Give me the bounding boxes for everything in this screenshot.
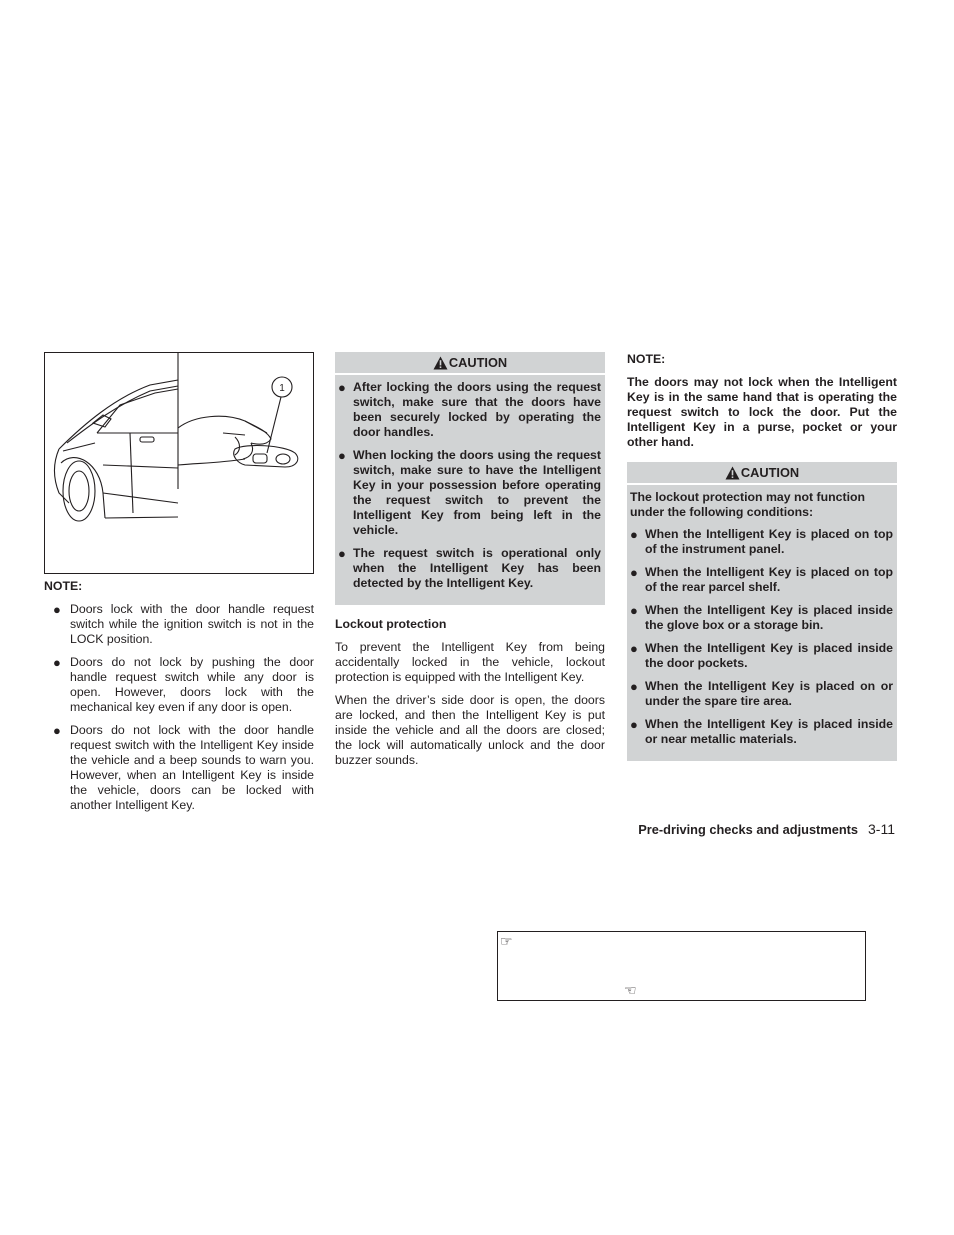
middle-column: [335, 352, 605, 776]
callout-label: 1: [279, 383, 285, 394]
note-heading: NOTE:: [44, 579, 83, 593]
bullet-icon: ●: [630, 679, 638, 694]
navigation-box: [497, 931, 866, 1001]
caution-item: ● After locking the doors using the request switch, make sure that the doors have been securely locked by operating the door handles.: [338, 380, 601, 439]
body-paragraph: To prevent the Intelligent Key from being accidentally locked in the vehicle, lockout protection is equipped with the Intelligent Key.: [335, 640, 605, 684]
bullet-icon: ●: [53, 655, 61, 670]
caution-list: [627, 527, 897, 747]
bullet-icon: ●: [630, 565, 638, 580]
caution-intro: The lockout protection may not function under the following conditions:: [630, 490, 866, 519]
caution-item: ● When the Intelligent Key is placed on top of the instrument panel.: [630, 527, 893, 556]
bullet-icon: ●: [630, 527, 638, 542]
note-item: ● Doors do not lock by pushing the door handle request switch while any door is open. However, doors lock with the mechanical key even if any door is open.: [53, 655, 314, 714]
bullet-icon: ●: [53, 723, 61, 738]
caution-item: ● When the Intelligent Key is placed on or under the spare tire area.: [630, 679, 893, 708]
bullet-icon: ●: [630, 641, 638, 656]
caution-item: ● When the Intelligent Key is placed inside the glove box or a storage bin.: [630, 603, 893, 632]
caution-heading: CAUTION: [627, 462, 897, 485]
bullet-icon: ●: [53, 602, 61, 617]
door-handle-illustration: [44, 352, 314, 574]
car-door-handle-drawing: [45, 353, 313, 573]
note-text: The doors may not lock when the Intelligent Key is in the same hand that is operating the request switch to lock the door. Put the Intelligent Key in a purse, pocket or your other hand.: [627, 375, 897, 449]
note-heading: NOTE:: [627, 352, 666, 366]
bullet-icon: ●: [630, 717, 638, 732]
pointing-hand-icon[interactable]: ☜: [624, 982, 637, 998]
bullet-icon: ●: [338, 448, 346, 463]
warning-triangle-icon: [725, 466, 740, 480]
right-column: [627, 352, 897, 761]
caution-list: [335, 380, 605, 591]
bullet-icon: ●: [338, 380, 346, 395]
section-title: Lockout protection: [335, 617, 447, 631]
caution-item: ● When the Intelligent Key is placed on top of the rear parcel shelf.: [630, 565, 893, 594]
note-item: ● Doors do not lock with the door handle request switch with the Intelligent Key inside the vehicle and a beep sounds to warn you. However, when an Intelligent Key is inside the vehicle, doors can be locked with another Intelligent Key.: [53, 723, 314, 812]
caution-item: ● When locking the doors using the request switch, make sure to have the Intelligent Key in your possession before operating the request switch to prevent the Intelligent Key from being left in the vehicle.: [338, 448, 601, 537]
page-footer: [638, 822, 895, 837]
caution-heading: CAUTION: [335, 352, 605, 375]
footer-section-title: Pre-driving checks and adjustments: [638, 822, 859, 837]
page-number: 3-11: [868, 821, 895, 837]
caution-item: ● When the Intelligent Key is placed inside or near metallic materials.: [630, 717, 893, 746]
caution-box: [627, 462, 897, 761]
caution-box: [335, 352, 605, 605]
left-column: [44, 352, 314, 821]
pointing-hand-icon[interactable]: ☞: [500, 933, 513, 949]
caution-item: ● The request switch is operational only when the Intelligent Key has been detected by the Intelligent Key.: [338, 546, 601, 590]
caution-item: ● When the Intelligent Key is placed inside the door pockets.: [630, 641, 893, 670]
note-item: ● Doors lock with the door handle request switch while the ignition switch is not in the LOCK position.: [53, 602, 314, 646]
bullet-icon: ●: [630, 603, 638, 618]
bullet-icon: ●: [338, 546, 346, 561]
warning-triangle-icon: [433, 356, 448, 370]
body-paragraph: When the driver’s side door is open, the doors are locked, and then the Intelligent Key is put inside the vehicle and all the doors are closed; the lock will automatically unlock and the door buzzer sounds.: [335, 693, 605, 767]
note-list: [44, 602, 314, 813]
